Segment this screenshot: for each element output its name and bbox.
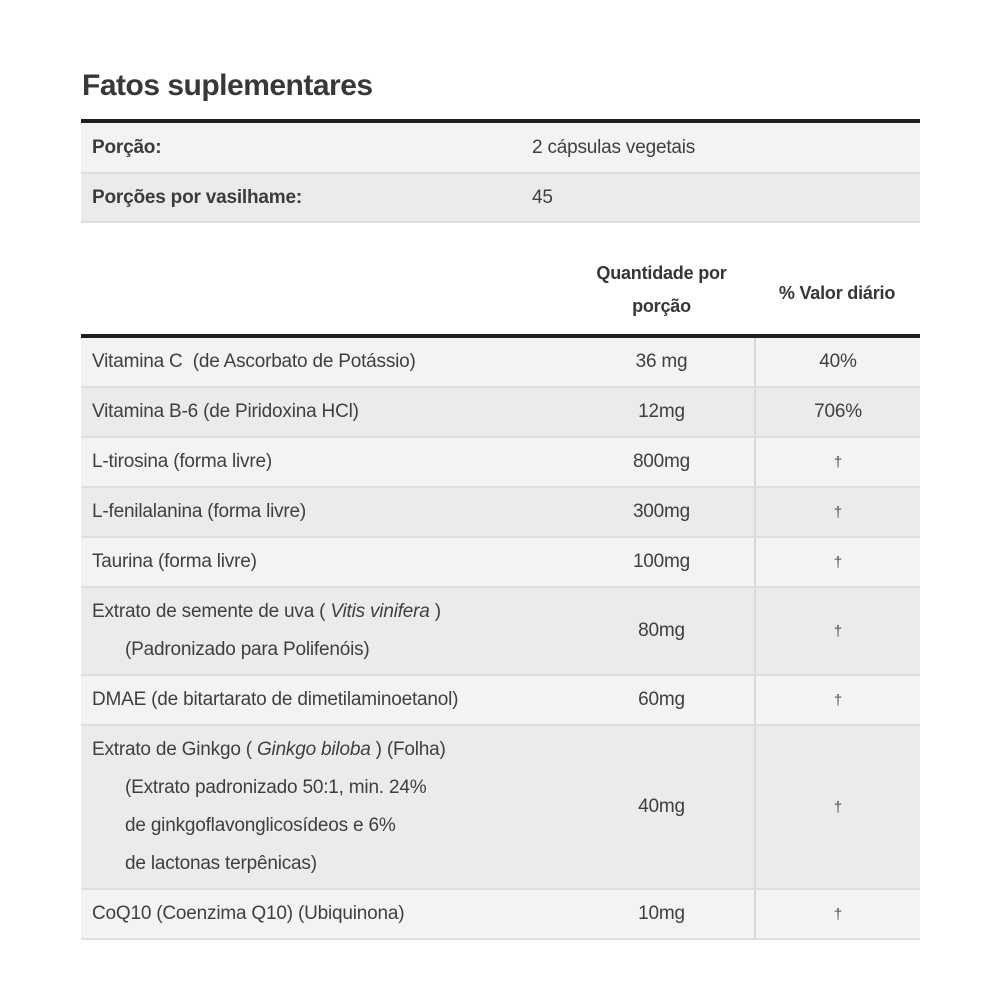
ingredient-name	[81, 538, 569, 586]
daily-value: †	[754, 438, 920, 486]
ingredient-name-line	[92, 493, 569, 531]
ingredient-text: Taurina (forma livre)	[92, 551, 257, 572]
amount-value: 100mg	[632, 551, 691, 572]
ingredient-name	[81, 338, 569, 386]
ingredient-text: Vitamina B-6 (de Piridoxina HCl)	[92, 401, 359, 422]
ingredient-name	[81, 588, 569, 674]
supplement-facts-panel	[81, 68, 920, 940]
ingredient-text: CoQ10 (Coenzima Q10) (Ubiquinona)	[92, 903, 405, 924]
ingredient-text: Extrato de semente de uva (	[92, 601, 331, 622]
amount-value: 80mg	[638, 620, 685, 641]
amount-value: 60mg	[638, 689, 685, 710]
ingredient-name	[81, 438, 569, 486]
column-header-daily-value: % Valor diário	[778, 283, 896, 303]
ingredient-text: )	[429, 601, 441, 622]
facts-header-row	[81, 223, 920, 334]
serving-row	[81, 172, 920, 221]
amount-value: 800mg	[632, 451, 691, 472]
ingredient-name	[81, 726, 569, 888]
table-row	[81, 338, 920, 386]
daily-value: †	[754, 488, 920, 536]
ingredient-name-line	[92, 845, 569, 883]
table-row	[81, 586, 920, 674]
ingredient-name	[81, 388, 569, 436]
daily-value: 40%	[754, 338, 920, 386]
ingredient-name-line	[92, 731, 569, 769]
ingredient-name-line	[92, 769, 569, 807]
ingredient-name	[81, 676, 569, 724]
serving-info-table	[81, 123, 920, 223]
amount-value: 300mg	[632, 501, 691, 522]
table-row	[81, 674, 920, 724]
ingredient-text: L-tirosina (forma livre)	[92, 451, 272, 472]
ingredient-text: (Extrato padronizado 50:1, min. 24%	[125, 777, 427, 798]
ingredient-name	[81, 488, 569, 536]
daily-value: †	[754, 538, 920, 586]
amount-value: 10mg	[638, 903, 685, 924]
ingredient-text: ) (Folha)	[370, 739, 446, 760]
ingredient-text: de lactonas terpênicas)	[125, 853, 317, 874]
page-title: Fatos suplementares	[82, 69, 373, 102]
ingredient-name-line	[92, 543, 569, 581]
column-header-amount: Quantidade por porção	[596, 263, 727, 316]
table-row	[81, 724, 920, 888]
daily-value: †	[754, 726, 920, 888]
daily-value: 706%	[754, 388, 920, 436]
ingredient-text: de ginkgoflavonglicosídeos e 6%	[125, 815, 396, 836]
serving-label: Porções por vasilhame:	[92, 186, 302, 208]
ingredient-text: L-fenilalanina (forma livre)	[92, 501, 307, 522]
serving-row	[81, 123, 920, 172]
table-row	[81, 436, 920, 486]
table-row	[81, 486, 920, 536]
ingredient-name-line	[92, 343, 569, 381]
ingredient-name-line	[92, 593, 569, 631]
serving-rows	[81, 123, 920, 221]
table-row	[81, 888, 920, 938]
facts-rows	[81, 338, 920, 940]
serving-value: 45	[532, 186, 553, 208]
ingredient-name-line	[92, 393, 569, 431]
ingredient-text: (Padronizado para Polifenóis)	[125, 639, 370, 660]
amount-value: 40mg	[638, 796, 685, 817]
ingredient-text: Vitamina C (de Ascorbato de Potássio)	[92, 351, 416, 372]
ingredient-name-line	[92, 681, 569, 719]
ingredient-name-line	[92, 807, 569, 845]
table-row	[81, 386, 920, 436]
table-row	[81, 536, 920, 586]
daily-value: †	[754, 676, 920, 724]
ingredient-name-line	[92, 631, 569, 669]
ingredient-text: DMAE (de bitartarato de dimetilaminoetanol)	[92, 689, 459, 710]
daily-value: †	[754, 588, 920, 674]
amount-value: 36 mg	[635, 351, 688, 372]
latin-name-text: Vitis vinifera	[330, 601, 430, 622]
daily-value: †	[754, 890, 920, 938]
amount-value: 12mg	[638, 401, 685, 422]
ingredient-name-line	[92, 443, 569, 481]
latin-name-text: Ginkgo biloba	[256, 739, 371, 760]
serving-value: 2 cápsulas vegetais	[532, 136, 696, 158]
ingredient-name-line	[92, 895, 569, 933]
serving-label: Porção:	[92, 136, 162, 158]
ingredient-name	[81, 890, 569, 938]
ingredient-text: Extrato de Ginkgo (	[92, 739, 257, 760]
